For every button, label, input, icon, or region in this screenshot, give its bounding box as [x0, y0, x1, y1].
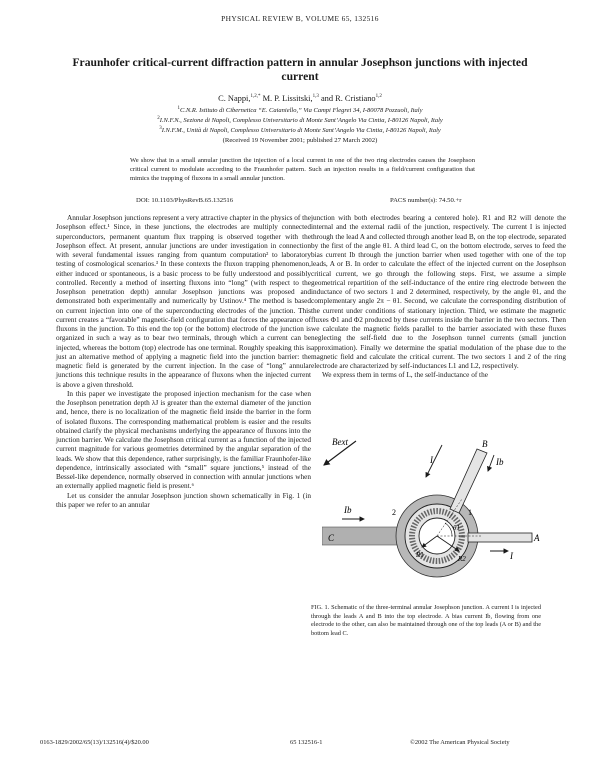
author-lissitski: M. P. Lissitski,	[260, 94, 313, 103]
paragraph: We express them in terms of L, the self-inductance of the	[322, 371, 488, 380]
figure-1-schematic	[322, 433, 552, 593]
author-cristiano-affil: 1,2	[375, 94, 382, 100]
label-ib-top: Ib	[496, 457, 504, 467]
author-nappi: C. Nappi,	[218, 94, 251, 103]
paragraph: Let us consider the annular Josephson junction shown schematically in Fig. 1 (in this paper we refer to an annular	[56, 491, 311, 509]
label-b: B	[482, 439, 488, 449]
bias-ib-arrow-top	[488, 455, 494, 471]
label-sector-2: 2	[392, 508, 396, 517]
author-cristiano: and R. Cristiano	[318, 94, 376, 103]
paragraph: In this paper we investigate the proposed injection mechanism for the case when the Josephson penetration depth λJ is greater than the external diameter of the junction and, hence, there is no localization of the magnetic field inside the barrier in the form of isolated fluxons. The corresponding mathematical problem is easier and the results obtained clarify the physical mechanisms underlying the appearance of fluxons into the junction barrier. We calculate the Josephson critical current as a function of the injected current magnitude for various geometries determined by the angular separation of the leads. We show that this dependence, rather surprisingly, is the familiar Fraunhofer-like dependence, intrinsically associated with “small” square junctions,⁵ instead of the Bessel-like dependence, normally observed in connection with annular junctions when an externally applied magnetic field is present.⁶	[56, 389, 311, 491]
received-dates: (Received 19 November 2001; published 27 March 2002)	[222, 137, 378, 144]
journal-header: PHYSICAL REVIEW B, VOLUME 65, 132516	[221, 14, 379, 23]
label-theta1: θ1	[453, 524, 460, 532]
lead-a-strip	[468, 533, 532, 542]
bext-label: Bext	[332, 437, 348, 447]
lead-b-strip	[450, 449, 487, 513]
body-column-right	[311, 214, 566, 381]
body-column-left	[56, 214, 311, 510]
paragraph: junction with both electrodes bearing a centered hole). R1 and R2 will denote the internal and the external radii of the junction, respectively. The current I is injected through the lead A and collected through another lead B, on the top electrode, separated by the first of the angle θ1. A third lead C, on the bottom electrode, serves to feed the bias current Ib through the junction barrier when used together with one of the top leads, A or B. In order to calculate the effect of the injected current on the Josephson critical current, we go through the following steps. First, we assume a simple geometrical repartition of the self-inductance of the entire ring electrode between the inductance of two sectors 1 and 2 determined, respectively, by the angle θ1, and the complementary angle 2π − θ1. Second, we calculate the corresponding distribution of the current under conditions of stationary injection. Third, we estimate the magnetic fluxes Φ1 and Φ2 produced by these currents inside the barrier in the two sectors. Then we calculate the magnetic fields parallel to the barrier associated with these fluxes neglecting the self-field due to the Josephson tunnel currents (small junction approximation). Finally we determine the spatial modulation of the phase due to the magnetic field and calculate the critical current. The two sectors 1 and 2 of the ring electrode are characterized by self-inductances L1 and L2, respectively.	[311, 214, 566, 370]
label-c: C	[328, 533, 335, 543]
figure-1-caption: FIG. 1. Schematic of the three-terminal annular Josephson junction. A current I is injected through the leads A and B into the top electrode. A bias current Ib, flowing from one electrode to the other, can also be maintained through one of the top leads (A or B) and the bottom lead C.	[311, 604, 541, 637]
affiliation-1: $^1$C.N.R. Istituto di Cibernetica “E. Caianiello,” Via Campi Flegrei 34, I-80078 Pozzuoli, Italy	[177, 105, 423, 114]
affiliation-2: $^2$I.N.F.N., Sezione di Napoli, Complesso Universitario di Monte Sant’Angelo Via Cintia, I-80126 Napoli, Italy	[157, 115, 443, 124]
paper-title: Fraunhofer critical-current diffraction pattern in annular Josephson junctions with injected current	[72, 56, 528, 83]
footer-copyright: ©2002 The American Physical Society	[410, 739, 510, 746]
label-ib-left: Ib	[344, 505, 352, 515]
abstract: We show that in a small annular junction the injection of a local current in one of the two ring electrodes causes the Josephson critical current to modulate according to the Fraunhofer pattern. Such an injection results in a field/current configuration that mimics the trapping of fluxons in a small annular junction.	[130, 157, 475, 182]
label-r2: R2	[458, 555, 466, 563]
paragraph: Annular Josephson junctions represent a very attractive chapter in the physics of the Josephson effect.¹ Since, in these junctions, the electrodes are multiply connected superconductors, permanent quantum flux trapping is observed together with the Josephson effect. At present, annular junctions are under investigation in connection with several fundamental issues ranging from quantum computation² to laboratory testing of cosmological scenarios.³ In these contexts the fluxon trapping phenomenon, either induced or spontaneous, is a basic process to be fully understood and possibly controlled. Recently a method of inserting fluxons into “long” (with respect to the Josephson penetration depth) annular Josephson junctions was proposed and demonstrated both experimentally and numerically by Ustinov.⁴ The method is based on current injection into one of the superconducting electrodes of the junction. This current creates a “favorable” magnetic-field configuration that forces the appearance of fluxons in the junction. To this end the top (or the bottom) electrode of the junction is organized in such a way as to bear two terminals, through which a current can be injected, whereas the bottom (top) electrode has one terminal. Roughly speaking this is just an alternative method of applying a magnetic field into the junction barrier: the magnetic field is generated by the current injection. In the case of “long” annular junctions this technique results in the appearance of fluxons when the injected current is above a given threshold.	[56, 214, 312, 389]
author-nappi-affil: 1,2,*	[250, 94, 261, 100]
doi-link[interactable]: DOI: 10.1103/PhysRevB.65.132516	[136, 197, 234, 204]
label-a: A	[534, 533, 540, 543]
label-i-top: I	[430, 455, 433, 465]
author-lissitski-affil: 1,3	[312, 94, 319, 100]
author-list	[0, 94, 600, 103]
footer-issn: 0163-1829/2002/65(13)/132516(4)/$20.00	[40, 739, 149, 746]
current-i-arrow-top	[426, 445, 442, 477]
label-i-right: I	[510, 551, 513, 561]
footer-page-number: 65 132516-1	[290, 739, 323, 746]
label-sector-1: 1	[468, 508, 472, 517]
label-r1: R1	[416, 551, 424, 559]
affiliation-3: $^3$I.N.F.M., Unità di Napoli, Complesso Universitario di Monte Sant’Angelo Via Cintia, I-80126 Napoli, Italy	[159, 125, 441, 134]
pacs-numbers: PACS number(s): 74.50.+r	[390, 197, 462, 204]
